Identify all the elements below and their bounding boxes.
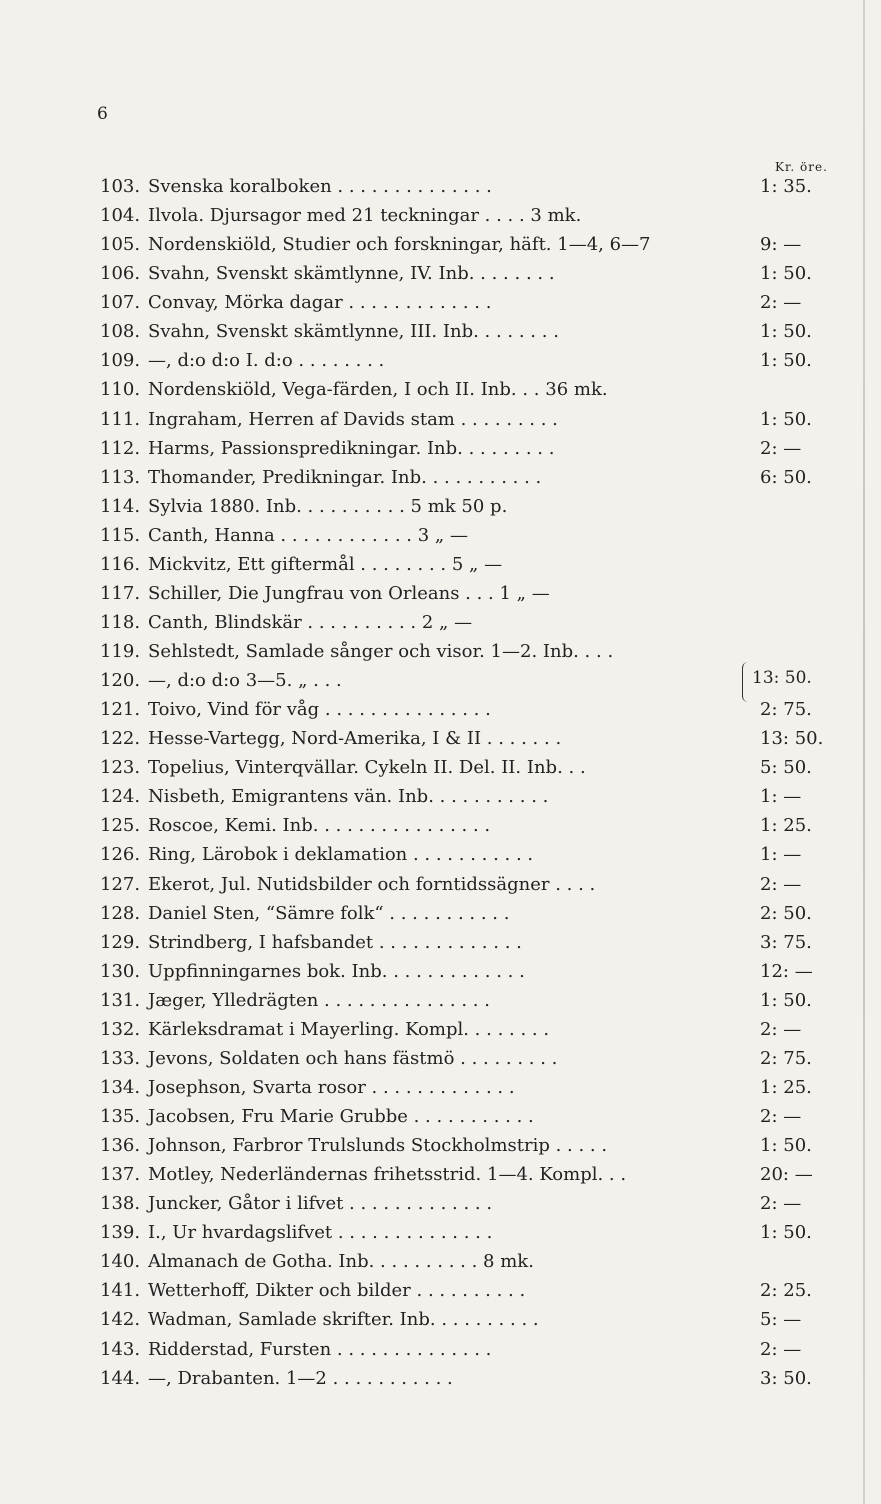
entry-title: Thomander, Predikningar. Inb. . . . . . . . . . .	[148, 466, 542, 488]
entry-price: 2: —	[760, 1338, 802, 1360]
list-item	[0, 434, 881, 463]
list-item	[0, 1015, 881, 1044]
entry-number: 113.	[100, 466, 141, 488]
entry-number: 126.	[100, 844, 141, 866]
entry-price: 1: 25.	[760, 815, 812, 837]
list-item	[0, 608, 881, 637]
entry-title: Nordenskiöld, Vega-färden, I och II. Inb. . . 36 mk.	[148, 379, 608, 401]
entry-number: 134.	[100, 1076, 141, 1098]
entry-number: 130.	[100, 960, 141, 982]
entry-title: Motley, Nederländernas frihetsstrid. 1—4. Kompl. . .	[148, 1164, 627, 1186]
list-item	[0, 1073, 881, 1102]
list-item	[0, 928, 881, 957]
entry-price: 1: 35.	[760, 176, 812, 197]
entry-number: 105.	[100, 234, 141, 256]
entry-number: 140.	[100, 1251, 141, 1273]
list-item	[0, 899, 881, 928]
entry-number: 111.	[100, 408, 141, 430]
entry-number: 143.	[100, 1338, 141, 1360]
entry-number: 127.	[100, 873, 141, 895]
entry-number: 123.	[100, 757, 141, 779]
entry-title: Wetterhoff, Dikter och bilder . . . . . . . . . .	[148, 1280, 526, 1302]
entry-price: 1: 25.	[760, 1076, 812, 1098]
list-item	[0, 870, 881, 899]
entry-title: Ring, Lärobok i deklamation . . . . . . . . . . .	[148, 844, 534, 866]
list-item	[0, 1364, 881, 1393]
entry-price: 20: —	[760, 1164, 813, 1186]
entry-price: 2: 75.	[760, 699, 812, 721]
entry-number: 131.	[100, 989, 141, 1011]
list-item	[0, 317, 881, 346]
list-item	[0, 1276, 881, 1305]
entry-title: Sylvia 1880. Inb. . . . . . . . . . 5 mk 50 p.	[148, 495, 508, 517]
entry-number: 110.	[100, 379, 141, 401]
list-item	[0, 230, 881, 259]
entry-price: 1: —	[760, 786, 802, 808]
entry-title: Jacobsen, Fru Marie Grubbe . . . . . . . . . . .	[148, 1106, 534, 1127]
entry-price: 2: 75.	[760, 1047, 812, 1069]
entry-price: 3: 75.	[760, 931, 812, 953]
list-item	[0, 1335, 881, 1364]
list-item	[0, 492, 881, 521]
entry-number: 117.	[100, 582, 141, 604]
entry-number: 139.	[100, 1222, 141, 1244]
entry-title: Convay, Mörka dagar . . . . . . . . . . . . .	[148, 292, 492, 314]
entry-price: 2: —	[760, 873, 802, 895]
entry-price: 3: 50.	[760, 1367, 812, 1389]
entry-number: 136.	[100, 1135, 141, 1157]
entry-title: Ekerot, Jul. Nutidsbilder och forntidssägner . . . .	[148, 873, 596, 895]
entry-number: 107.	[100, 292, 141, 314]
entry-number: 103.	[100, 176, 141, 197]
list-item	[0, 1189, 881, 1218]
entry-title: Wadman, Samlade skrifter. Inb. . . . . . . . . .	[148, 1309, 539, 1331]
entry-title: Ingraham, Herren af Davids stam . . . . . . . . .	[148, 408, 558, 430]
list-item	[0, 724, 881, 753]
entry-title: I., Ur hvardagslifvet . . . . . . . . . . . . . .	[148, 1222, 493, 1244]
book-list	[0, 172, 881, 1393]
price-column-header: Kr. öre.	[775, 160, 828, 174]
entry-title: Ridderstad, Fursten . . . . . . . . . . . . . .	[148, 1338, 492, 1360]
list-item	[0, 172, 881, 201]
entry-title: Jevons, Soldaten och hans fästmö . . . . . . . . .	[148, 1047, 558, 1069]
page-number: 6	[97, 104, 108, 124]
entry-price: 1: 50.	[760, 989, 812, 1011]
entry-price: 2: 50.	[760, 902, 812, 924]
entry-title: Almanach de Gotha. Inb. . . . . . . . . . 8 mk.	[148, 1251, 534, 1273]
entry-price: 5: —	[760, 1309, 802, 1331]
list-item	[0, 259, 881, 288]
entry-price: 2: —	[760, 1193, 802, 1215]
entry-title: Svahn, Svenskt skämtlynne, IV. Inb. . . . . . . .	[148, 263, 555, 285]
entry-price: 1: 50.	[760, 321, 812, 343]
entry-number: 142.	[100, 1309, 141, 1331]
entry-number: 115.	[100, 524, 141, 546]
entry-price: 12: —	[760, 960, 813, 982]
entry-number: 141.	[100, 1280, 141, 1302]
entry-title: Strindberg, I hafsbandet . . . . . . . . . . . . .	[148, 931, 522, 953]
entry-number: 133.	[100, 1047, 141, 1069]
list-item	[0, 753, 881, 782]
list-item	[0, 375, 881, 404]
entry-price: 9: —	[760, 234, 802, 256]
entry-number: 116.	[100, 553, 141, 575]
entry-title: Ilvola. Djursagor med 21 teckningar . . . . 3 mk.	[148, 205, 582, 227]
entry-title: Schiller, Die Jungfrau von Orleans . . . 1 „ —	[148, 582, 550, 604]
entry-number: 124.	[100, 786, 141, 808]
list-item	[0, 1102, 881, 1131]
list-item	[0, 1305, 881, 1334]
entry-number: 112.	[100, 437, 141, 459]
entry-number: 135.	[100, 1106, 141, 1127]
entry-title: Toivo, Vind för våg . . . . . . . . . . . . . . .	[148, 699, 491, 721]
list-item	[0, 579, 881, 608]
entry-title: —, d:o d:o 3—5. „ . . .	[148, 670, 342, 692]
list-item	[0, 1044, 881, 1073]
entry-number: 125.	[100, 815, 141, 837]
list-item	[0, 811, 881, 840]
bracket	[742, 662, 751, 702]
list-item	[0, 463, 881, 492]
entry-title: Nordenskiöld, Studier och forskningar, häft. 1—4, 6—7	[148, 234, 651, 256]
list-item	[0, 288, 881, 317]
entry-number: 137.	[100, 1164, 141, 1186]
entry-number: 118.	[100, 611, 141, 633]
entry-price: 1: 50.	[760, 1222, 812, 1244]
entry-number: 138.	[100, 1193, 141, 1215]
entry-price: 1: 50.	[760, 263, 812, 285]
entry-title: Johnson, Farbror Trulslunds Stockholmstrip . . . . .	[148, 1135, 608, 1157]
entry-title: Uppfinningarnes bok. Inb. . . . . . . . . . . . .	[148, 960, 525, 982]
entry-price: 1: 50.	[760, 350, 812, 372]
entry-title: Sehlstedt, Samlade sånger och visor. 1—2. Inb. . . .	[148, 641, 614, 662]
entry-number: 104.	[100, 205, 141, 227]
entry-number: 109.	[100, 350, 141, 372]
entry-title: Harms, Passionspredikningar. Inb. . . . . . . . .	[148, 437, 555, 459]
entry-price: 2: —	[760, 292, 802, 314]
entry-price: 1: —	[760, 844, 802, 866]
entry-title: Jæger, Ylledrägten . . . . . . . . . . . . . . .	[148, 989, 490, 1011]
list-item	[0, 405, 881, 434]
list-item	[0, 521, 881, 550]
entry-title: Topelius, Vinterqvällar. Cykeln II. Del. II. Inb. . .	[148, 757, 586, 779]
list-item	[0, 550, 881, 579]
list-item	[0, 986, 881, 1015]
entry-title: Svahn, Svenskt skämtlynne, III. Inb. . . . . . . .	[148, 321, 559, 343]
list-item	[0, 957, 881, 986]
entry-price: 13: 50.	[760, 728, 824, 750]
entry-title: Canth, Hanna . . . . . . . . . . . . 3 „ —	[148, 524, 468, 546]
entry-title: Svenska koralboken . . . . . . . . . . . . . .	[148, 176, 492, 197]
list-item	[0, 201, 881, 230]
list-item	[0, 782, 881, 811]
entry-number: 129.	[100, 931, 141, 953]
entry-title: Kärleksdramat i Mayerling. Kompl. . . . . . . .	[148, 1018, 550, 1040]
entry-price: 1: 50.	[760, 408, 812, 430]
entry-number: 119.	[100, 641, 141, 662]
entry-price: 6: 50.	[760, 466, 812, 488]
entry-number: 114.	[100, 495, 141, 517]
list-item	[0, 1247, 881, 1276]
entry-title: Nisbeth, Emigrantens vän. Inb. . . . . . . . . . .	[148, 786, 549, 808]
entry-price: 2: —	[760, 1018, 802, 1040]
entry-number: 121.	[100, 699, 141, 721]
list-item	[0, 1160, 881, 1189]
entry-title: Josephson, Svarta rosor . . . . . . . . . . . . .	[148, 1076, 515, 1098]
entry-price: 2: —	[760, 1106, 802, 1127]
list-item	[0, 1131, 881, 1160]
list-item	[0, 840, 881, 869]
entry-number: 128.	[100, 902, 141, 924]
entry-title: Daniel Sten, “Sämre folk“ . . . . . . . . . . .	[148, 902, 510, 924]
entry-title: —, d:o d:o I. d:o . . . . . . . .	[148, 350, 385, 372]
entry-title: Canth, Blindskär . . . . . . . . . . 2 „ —	[148, 611, 473, 633]
entry-number: 144.	[100, 1367, 141, 1389]
list-item	[0, 1218, 881, 1247]
entry-price: 5: 50.	[760, 757, 812, 779]
entry-title: Hesse-Vartegg, Nord-Amerika, I & II . . . . . . .	[148, 728, 562, 750]
list-item	[0, 346, 881, 375]
entry-title: —, Drabanten. 1—2 . . . . . . . . . . .	[148, 1367, 453, 1389]
entry-title: Roscoe, Kemi. Inb. . . . . . . . . . . . . . . .	[148, 815, 491, 837]
entry-price: 1: 50.	[760, 1135, 812, 1157]
entry-price: 2: 25.	[760, 1280, 812, 1302]
entry-title: Mickvitz, Ett giftermål . . . . . . . . 5 „ —	[148, 553, 503, 575]
entry-number: 120.	[100, 670, 141, 692]
entry-number: 108.	[100, 321, 141, 343]
entry-price: 2: —	[760, 437, 802, 459]
bracket-price: 13: 50.	[752, 668, 812, 688]
entry-number: 106.	[100, 263, 141, 285]
entry-number: 132.	[100, 1018, 141, 1040]
entry-number: 122.	[100, 728, 141, 750]
entry-title: Juncker, Gåtor i lifvet . . . . . . . . . . . . .	[148, 1193, 493, 1215]
